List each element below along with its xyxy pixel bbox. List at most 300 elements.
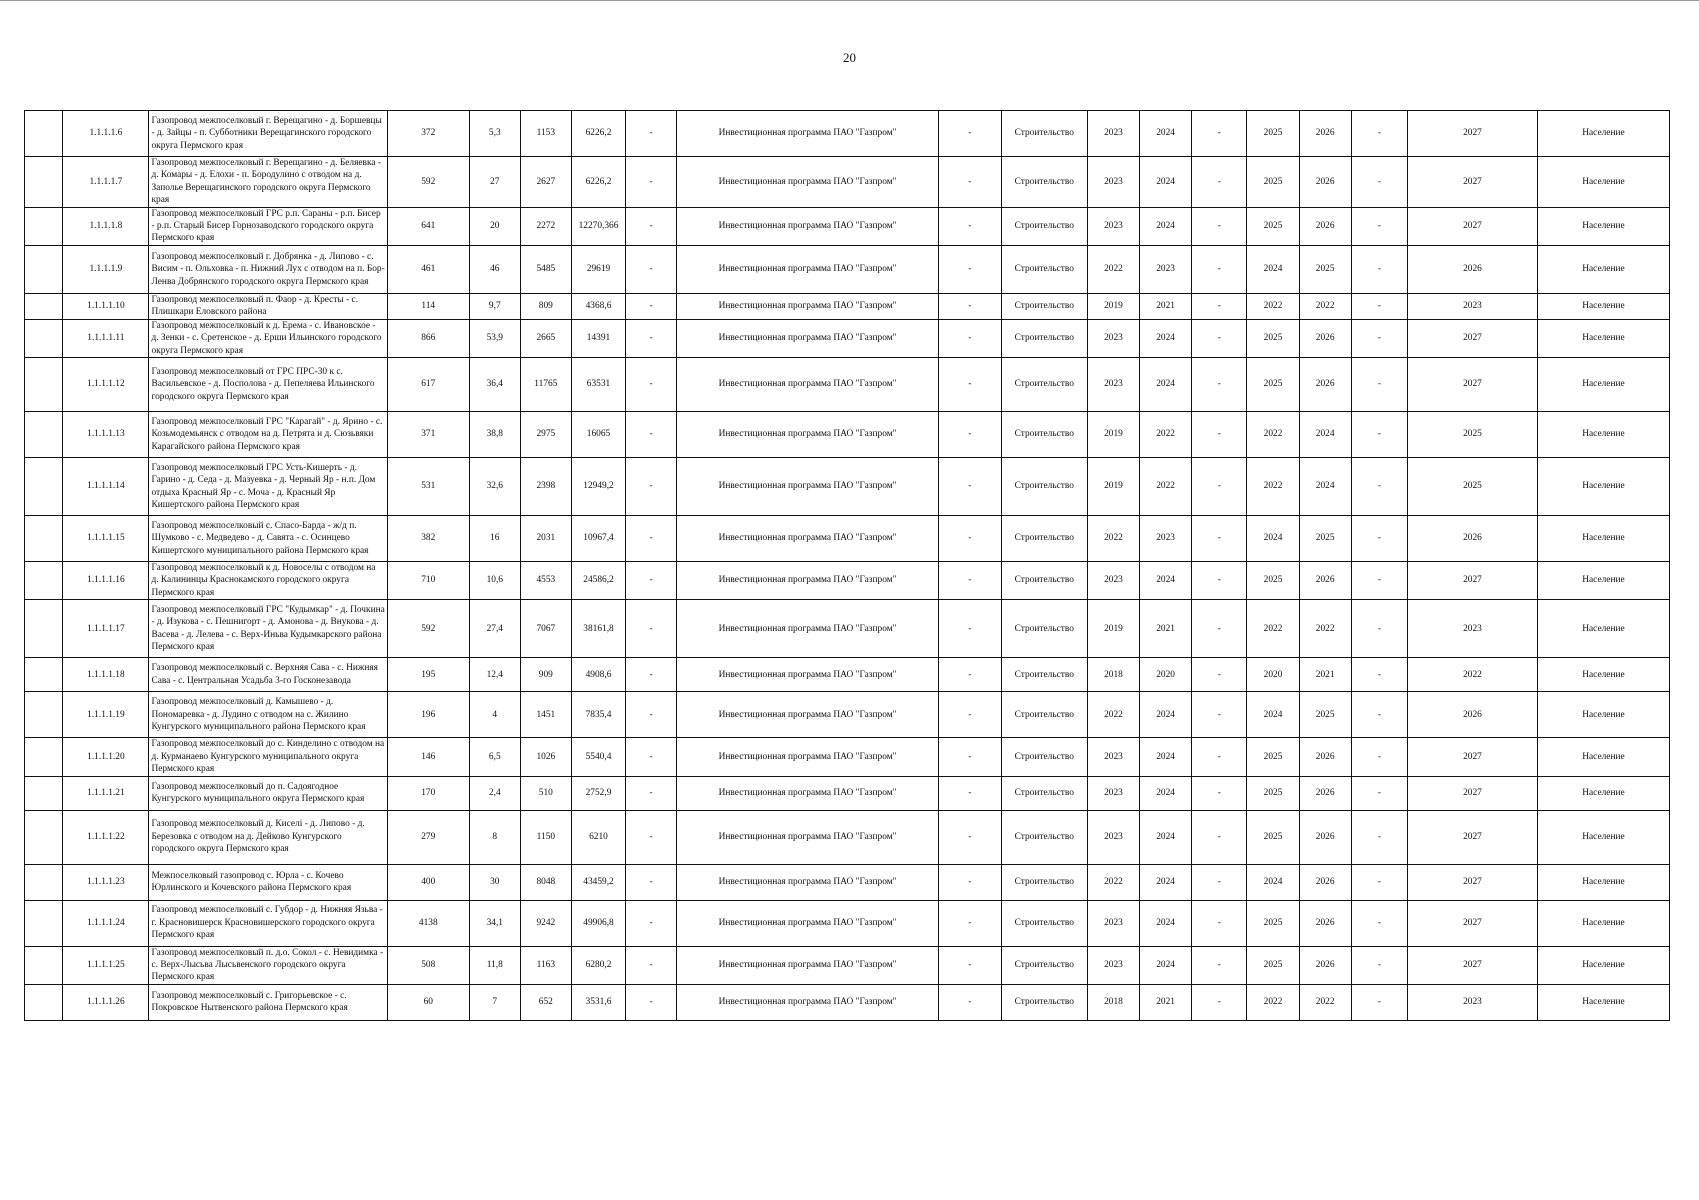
cell-consumer: Население — [1537, 157, 1669, 208]
cell-c2: 8 — [469, 810, 520, 864]
cell-id: 1.1.1.1.25 — [63, 946, 149, 984]
cell-c3: 2272 — [520, 207, 571, 245]
cell-work-type: Строительство — [1001, 358, 1087, 412]
cell-year-1: 2022 — [1087, 692, 1139, 738]
cell-year-4: 2026 — [1299, 319, 1351, 357]
cell-length: 617 — [387, 358, 469, 412]
cell-year-5: 2026 — [1408, 245, 1538, 293]
cell-name: Газопровод межпоселковый г. Верещагино - д. Беляевка - д. Комары - д. Елохи - п. Бородулино с отводом на д. Заполье Верещагинского городского округа Пермского края — [149, 157, 387, 208]
cell-year-2: 2023 — [1140, 516, 1192, 562]
cell-blank — [25, 458, 63, 516]
cell-c3: 5485 — [520, 245, 571, 293]
cell-length: 461 — [387, 245, 469, 293]
cell-id: 1.1.1.1.20 — [63, 738, 149, 776]
cell-c13: - — [1351, 412, 1407, 458]
cell-source: Инвестиционная программа ПАО "Газпром" — [677, 458, 939, 516]
cell-c4: 12270,366 — [571, 207, 625, 245]
cell-c2: 32,6 — [469, 458, 520, 516]
cell-c10: - — [1192, 516, 1247, 562]
cell-c4: 12949,2 — [571, 458, 625, 516]
cell-c2: 5,3 — [469, 111, 520, 157]
cell-c10: - — [1192, 692, 1247, 738]
cell-c7: - — [938, 692, 1001, 738]
cell-c3: 9242 — [520, 900, 571, 946]
cell-c13: - — [1351, 245, 1407, 293]
cell-year-4: 2026 — [1299, 157, 1351, 208]
cell-year-2: 2024 — [1140, 157, 1192, 208]
cell-c4: 43459,2 — [571, 864, 625, 900]
cell-year-2: 2024 — [1140, 111, 1192, 157]
cell-c4: 24586,2 — [571, 562, 625, 600]
cell-id: 1.1.1.1.21 — [63, 776, 149, 810]
cell-c7: - — [938, 984, 1001, 1020]
cell-c5: - — [626, 776, 677, 810]
cell-c4: 63531 — [571, 358, 625, 412]
cell-c3: 1153 — [520, 111, 571, 157]
cell-year-5: 2027 — [1408, 900, 1538, 946]
table-row — [25, 358, 1670, 412]
cell-year-5: 2027 — [1408, 776, 1538, 810]
cell-blank — [25, 738, 63, 776]
cell-year-2: 2024 — [1140, 810, 1192, 864]
table-row — [25, 458, 1670, 516]
cell-source: Инвестиционная программа ПАО "Газпром" — [677, 157, 939, 208]
cell-c5: - — [626, 864, 677, 900]
cell-id: 1.1.1.1.23 — [63, 864, 149, 900]
table-row — [25, 293, 1670, 319]
cell-c13: - — [1351, 293, 1407, 319]
table-row — [25, 946, 1670, 984]
cell-blank — [25, 984, 63, 1020]
cell-id: 1.1.1.1.19 — [63, 692, 149, 738]
cell-c2: 46 — [469, 245, 520, 293]
table-row — [25, 207, 1670, 245]
cell-id: 1.1.1.1.8 — [63, 207, 149, 245]
cell-year-2: 2024 — [1140, 358, 1192, 412]
cell-blank — [25, 810, 63, 864]
cell-blank — [25, 293, 63, 319]
cell-year-1: 2022 — [1087, 864, 1139, 900]
cell-c5: - — [626, 810, 677, 864]
cell-year-4: 2026 — [1299, 738, 1351, 776]
cell-c7: - — [938, 293, 1001, 319]
cell-name: Газопровод межпоселковый ГРС "Карагай" - д. Ярино - с. Козьмодемьянск с отводом на д. Петрята и д. Сюзьвяки Карагайского района Пермского края — [149, 412, 387, 458]
cell-c5: - — [626, 900, 677, 946]
cell-name: Газопровод межпоселковый г. Добрянка - д. Липово - с. Висим - п. Ольховка - п. Нижний Лух с отводом на п. Бор-Ленва Добрянского городского округа Пермского края — [149, 245, 387, 293]
cell-year-3: 2025 — [1247, 900, 1299, 946]
cell-blank — [25, 412, 63, 458]
cell-year-4: 2022 — [1299, 293, 1351, 319]
cell-year-1: 2023 — [1087, 319, 1139, 357]
cell-c13: - — [1351, 946, 1407, 984]
cell-id: 1.1.1.1.26 — [63, 984, 149, 1020]
cell-year-4: 2021 — [1299, 658, 1351, 692]
cell-name: Газопровод межпоселковый с. Григорьевское - с. Покровское Нытвенского района Пермского края — [149, 984, 387, 1020]
cell-blank — [25, 319, 63, 357]
cell-c4: 7835,4 — [571, 692, 625, 738]
cell-year-1: 2023 — [1087, 946, 1139, 984]
cell-work-type: Строительство — [1001, 864, 1087, 900]
cell-c3: 4553 — [520, 562, 571, 600]
cell-c13: - — [1351, 562, 1407, 600]
table-row — [25, 319, 1670, 357]
table-row — [25, 658, 1670, 692]
cell-year-2: 2024 — [1140, 562, 1192, 600]
cell-length: 508 — [387, 946, 469, 984]
cell-c4: 5540,4 — [571, 738, 625, 776]
scan-edge-top — [0, 0, 1699, 1]
cell-work-type: Строительство — [1001, 245, 1087, 293]
cell-year-1: 2023 — [1087, 900, 1139, 946]
cell-work-type: Строительство — [1001, 412, 1087, 458]
cell-consumer: Население — [1537, 412, 1669, 458]
cell-c7: - — [938, 810, 1001, 864]
cell-length: 371 — [387, 412, 469, 458]
cell-consumer: Население — [1537, 984, 1669, 1020]
cell-name: Газопровод межпоселковый г. Верещагино - д. Боршевцы - д. Зайцы - п. Субботники Верещагинского городского округа Пермского края — [149, 111, 387, 157]
cell-id: 1.1.1.1.24 — [63, 900, 149, 946]
cell-name: Газопровод межпоселковый п. Фаор - д. Кресты - с. Плишкари Еловского района — [149, 293, 387, 319]
table-body — [25, 111, 1670, 1021]
cell-consumer: Население — [1537, 864, 1669, 900]
cell-year-2: 2024 — [1140, 692, 1192, 738]
cell-c7: - — [938, 600, 1001, 658]
cell-c13: - — [1351, 658, 1407, 692]
table-row — [25, 245, 1670, 293]
cell-c2: 10,6 — [469, 562, 520, 600]
cell-c4: 49906,8 — [571, 900, 625, 946]
cell-c5: - — [626, 738, 677, 776]
table-row — [25, 810, 1670, 864]
cell-c2: 2,4 — [469, 776, 520, 810]
cell-year-1: 2018 — [1087, 658, 1139, 692]
cell-c3: 1163 — [520, 946, 571, 984]
cell-name: Газопровод межпоселковый до п. Садоягодное Кунгурского муниципального округа Пермского края — [149, 776, 387, 810]
cell-id: 1.1.1.1.13 — [63, 412, 149, 458]
cell-c10: - — [1192, 562, 1247, 600]
page-number: 20 — [843, 50, 856, 65]
cell-length: 592 — [387, 157, 469, 208]
cell-year-3: 2025 — [1247, 946, 1299, 984]
cell-c5: - — [626, 412, 677, 458]
cell-c4: 16065 — [571, 412, 625, 458]
cell-source: Инвестиционная программа ПАО "Газпром" — [677, 562, 939, 600]
cell-year-1: 2023 — [1087, 776, 1139, 810]
cell-year-3: 2025 — [1247, 358, 1299, 412]
cell-c10: - — [1192, 864, 1247, 900]
cell-year-2: 2024 — [1140, 738, 1192, 776]
cell-length: 279 — [387, 810, 469, 864]
cell-c5: - — [626, 358, 677, 412]
cell-consumer: Население — [1537, 810, 1669, 864]
cell-c4: 10967,4 — [571, 516, 625, 562]
cell-c13: - — [1351, 864, 1407, 900]
cell-year-5: 2026 — [1408, 692, 1538, 738]
cell-c7: - — [938, 864, 1001, 900]
cell-work-type: Строительство — [1001, 600, 1087, 658]
cell-c13: - — [1351, 319, 1407, 357]
cell-source: Инвестиционная программа ПАО "Газпром" — [677, 776, 939, 810]
cell-year-5: 2027 — [1408, 319, 1538, 357]
cell-year-3: 2025 — [1247, 111, 1299, 157]
cell-year-5: 2027 — [1408, 864, 1538, 900]
cell-name: Газопровод межпоселковый от ГРС ПРС-30 к с. Васильевское - д. Посполова - д. Пепеляева Ильинского городского округа Пермского края — [149, 358, 387, 412]
cell-c10: - — [1192, 738, 1247, 776]
cell-year-1: 2023 — [1087, 207, 1139, 245]
cell-year-1: 2022 — [1087, 245, 1139, 293]
cell-source: Инвестиционная программа ПАО "Газпром" — [677, 864, 939, 900]
cell-c3: 2665 — [520, 319, 571, 357]
cell-c13: - — [1351, 984, 1407, 1020]
cell-c10: - — [1192, 412, 1247, 458]
cell-work-type: Строительство — [1001, 692, 1087, 738]
cell-work-type: Строительство — [1001, 562, 1087, 600]
cell-name: Газопровод межпоселковый к д. Новоселы с отводом на д. Калининцы Краснокамского городского округа Пермского края — [149, 562, 387, 600]
cell-c2: 34,1 — [469, 900, 520, 946]
cell-id: 1.1.1.1.16 — [63, 562, 149, 600]
cell-source: Инвестиционная программа ПАО "Газпром" — [677, 111, 939, 157]
cell-work-type: Строительство — [1001, 293, 1087, 319]
cell-year-3: 2024 — [1247, 864, 1299, 900]
cell-c4: 29619 — [571, 245, 625, 293]
cell-source: Инвестиционная программа ПАО "Газпром" — [677, 600, 939, 658]
cell-c5: - — [626, 658, 677, 692]
cell-c7: - — [938, 516, 1001, 562]
cell-year-3: 2022 — [1247, 458, 1299, 516]
cell-year-1: 2019 — [1087, 293, 1139, 319]
cell-blank — [25, 692, 63, 738]
cell-year-3: 2025 — [1247, 738, 1299, 776]
cell-c3: 2031 — [520, 516, 571, 562]
cell-year-3: 2025 — [1247, 157, 1299, 208]
cell-year-5: 2027 — [1408, 946, 1538, 984]
cell-year-2: 2024 — [1140, 776, 1192, 810]
cell-blank — [25, 776, 63, 810]
cell-work-type: Строительство — [1001, 207, 1087, 245]
cell-c2: 30 — [469, 864, 520, 900]
cell-c2: 36,4 — [469, 358, 520, 412]
cell-year-1: 2023 — [1087, 111, 1139, 157]
cell-year-4: 2026 — [1299, 562, 1351, 600]
cell-c2: 7 — [469, 984, 520, 1020]
cell-c10: - — [1192, 458, 1247, 516]
cell-c13: - — [1351, 111, 1407, 157]
cell-c3: 7067 — [520, 600, 571, 658]
cell-c7: - — [938, 776, 1001, 810]
cell-year-2: 2021 — [1140, 600, 1192, 658]
cell-c2: 38,8 — [469, 412, 520, 458]
cell-length: 400 — [387, 864, 469, 900]
cell-c10: - — [1192, 358, 1247, 412]
cell-consumer: Население — [1537, 900, 1669, 946]
cell-c3: 1026 — [520, 738, 571, 776]
cell-c10: - — [1192, 946, 1247, 984]
cell-c10: - — [1192, 319, 1247, 357]
cell-name: Газопровод межпоселковый ГРС р.п. Сараны - р.п. Бисер - р.п. Старый Бисер Горнозаводского городского округа Пермского края — [149, 207, 387, 245]
cell-consumer: Население — [1537, 562, 1669, 600]
cell-blank — [25, 157, 63, 208]
cell-c10: - — [1192, 984, 1247, 1020]
cell-source: Инвестиционная программа ПАО "Газпром" — [677, 946, 939, 984]
table-row — [25, 562, 1670, 600]
table-row — [25, 600, 1670, 658]
cell-id: 1.1.1.1.6 — [63, 111, 149, 157]
cell-c2: 6,5 — [469, 738, 520, 776]
cell-consumer: Население — [1537, 293, 1669, 319]
cell-year-3: 2025 — [1247, 319, 1299, 357]
cell-work-type: Строительство — [1001, 458, 1087, 516]
cell-length: 641 — [387, 207, 469, 245]
pipeline-table — [24, 110, 1670, 1021]
cell-year-3: 2024 — [1247, 245, 1299, 293]
table-row — [25, 864, 1670, 900]
cell-id: 1.1.1.1.17 — [63, 600, 149, 658]
cell-c5: - — [626, 516, 677, 562]
cell-c10: - — [1192, 293, 1247, 319]
cell-length: 114 — [387, 293, 469, 319]
cell-name: Газопровод межпоселковый п. д.о. Сокол - с. Невидимка - с. Верх-Лысьва Лысьвенского городского округа Пермского края — [149, 946, 387, 984]
cell-length: 866 — [387, 319, 469, 357]
cell-year-4: 2025 — [1299, 245, 1351, 293]
cell-c3: 1150 — [520, 810, 571, 864]
cell-blank — [25, 358, 63, 412]
cell-consumer: Население — [1537, 658, 1669, 692]
cell-work-type: Строительство — [1001, 516, 1087, 562]
cell-name: Газопровод межпоселковый к д. Ерема - с. Ивановское - д. Зенки - с. Сретенское - д. Ерши Ильинского городского округа Пермского края — [149, 319, 387, 357]
cell-year-5: 2027 — [1408, 810, 1538, 864]
cell-c4: 38161,8 — [571, 600, 625, 658]
cell-year-2: 2024 — [1140, 864, 1192, 900]
cell-source: Инвестиционная программа ПАО "Газпром" — [677, 319, 939, 357]
cell-length: 372 — [387, 111, 469, 157]
cell-source: Инвестиционная программа ПАО "Газпром" — [677, 412, 939, 458]
cell-c13: - — [1351, 358, 1407, 412]
cell-length: 146 — [387, 738, 469, 776]
cell-c7: - — [938, 562, 1001, 600]
cell-c2: 9,7 — [469, 293, 520, 319]
table-row — [25, 111, 1670, 157]
cell-year-5: 2027 — [1408, 738, 1538, 776]
cell-c3: 2627 — [520, 157, 571, 208]
cell-length: 196 — [387, 692, 469, 738]
cell-year-3: 2020 — [1247, 658, 1299, 692]
cell-id: 1.1.1.1.12 — [63, 358, 149, 412]
cell-work-type: Строительство — [1001, 111, 1087, 157]
cell-work-type: Строительство — [1001, 157, 1087, 208]
cell-c2: 12,4 — [469, 658, 520, 692]
table-row — [25, 776, 1670, 810]
cell-id: 1.1.1.1.15 — [63, 516, 149, 562]
cell-c5: - — [626, 293, 677, 319]
cell-id: 1.1.1.1.7 — [63, 157, 149, 208]
cell-c4: 14391 — [571, 319, 625, 357]
cell-c3: 1451 — [520, 692, 571, 738]
cell-consumer: Население — [1537, 458, 1669, 516]
cell-year-3: 2025 — [1247, 562, 1299, 600]
cell-year-1: 2023 — [1087, 810, 1139, 864]
cell-blank — [25, 245, 63, 293]
cell-year-2: 2024 — [1140, 319, 1192, 357]
cell-length: 382 — [387, 516, 469, 562]
cell-year-2: 2024 — [1140, 900, 1192, 946]
cell-c7: - — [938, 900, 1001, 946]
cell-name: Газопровод межпоселковый до с. Кинделино с отводом на д. Курманаево Кунгурского муниципального округа Пермского края — [149, 738, 387, 776]
cell-c10: - — [1192, 245, 1247, 293]
cell-length: 710 — [387, 562, 469, 600]
cell-c7: - — [938, 738, 1001, 776]
cell-c4: 2752,9 — [571, 776, 625, 810]
cell-consumer: Население — [1537, 946, 1669, 984]
cell-length: 592 — [387, 600, 469, 658]
table-row — [25, 738, 1670, 776]
cell-c3: 809 — [520, 293, 571, 319]
cell-year-4: 2025 — [1299, 692, 1351, 738]
cell-year-2: 2020 — [1140, 658, 1192, 692]
cell-consumer: Население — [1537, 692, 1669, 738]
cell-length: 60 — [387, 984, 469, 1020]
table-row — [25, 900, 1670, 946]
cell-c13: - — [1351, 738, 1407, 776]
cell-year-4: 2022 — [1299, 984, 1351, 1020]
cell-c2: 20 — [469, 207, 520, 245]
cell-consumer: Население — [1537, 738, 1669, 776]
cell-year-5: 2027 — [1408, 562, 1538, 600]
cell-c2: 27 — [469, 157, 520, 208]
cell-source: Инвестиционная программа ПАО "Газпром" — [677, 810, 939, 864]
cell-c4: 3531,6 — [571, 984, 625, 1020]
table-row — [25, 412, 1670, 458]
cell-id: 1.1.1.1.10 — [63, 293, 149, 319]
cell-c10: - — [1192, 111, 1247, 157]
cell-year-4: 2026 — [1299, 864, 1351, 900]
cell-year-2: 2021 — [1140, 293, 1192, 319]
cell-c5: - — [626, 245, 677, 293]
cell-year-4: 2026 — [1299, 207, 1351, 245]
cell-c2: 27,4 — [469, 600, 520, 658]
cell-source: Инвестиционная программа ПАО "Газпром" — [677, 207, 939, 245]
cell-c5: - — [626, 946, 677, 984]
cell-year-4: 2026 — [1299, 946, 1351, 984]
cell-blank — [25, 562, 63, 600]
cell-work-type: Строительство — [1001, 810, 1087, 864]
cell-year-2: 2022 — [1140, 458, 1192, 516]
cell-year-4: 2024 — [1299, 458, 1351, 516]
cell-consumer: Население — [1537, 516, 1669, 562]
cell-c3: 510 — [520, 776, 571, 810]
cell-work-type: Строительство — [1001, 946, 1087, 984]
cell-c10: - — [1192, 776, 1247, 810]
cell-work-type: Строительство — [1001, 900, 1087, 946]
cell-c5: - — [626, 600, 677, 658]
cell-source: Инвестиционная программа ПАО "Газпром" — [677, 245, 939, 293]
cell-source: Инвестиционная программа ПАО "Газпром" — [677, 293, 939, 319]
cell-c5: - — [626, 319, 677, 357]
cell-blank — [25, 658, 63, 692]
cell-blank — [25, 516, 63, 562]
cell-year-3: 2022 — [1247, 293, 1299, 319]
cell-blank — [25, 900, 63, 946]
cell-work-type: Строительство — [1001, 984, 1087, 1020]
cell-c3: 2398 — [520, 458, 571, 516]
cell-id: 1.1.1.1.18 — [63, 658, 149, 692]
cell-name: Газопровод межпоселковый ГРС Усть-Кишерть - д. Гарино - д. Седа - д. Мазуевка - д. Черный Яр - н.п. Дом отдыха Красный Яр - с. Моча - д. Красный Яр Кишертского района Пермского края — [149, 458, 387, 516]
cell-c7: - — [938, 658, 1001, 692]
cell-year-3: 2025 — [1247, 207, 1299, 245]
table-row — [25, 516, 1670, 562]
cell-c7: - — [938, 157, 1001, 208]
cell-year-1: 2023 — [1087, 157, 1139, 208]
cell-consumer: Население — [1537, 111, 1669, 157]
